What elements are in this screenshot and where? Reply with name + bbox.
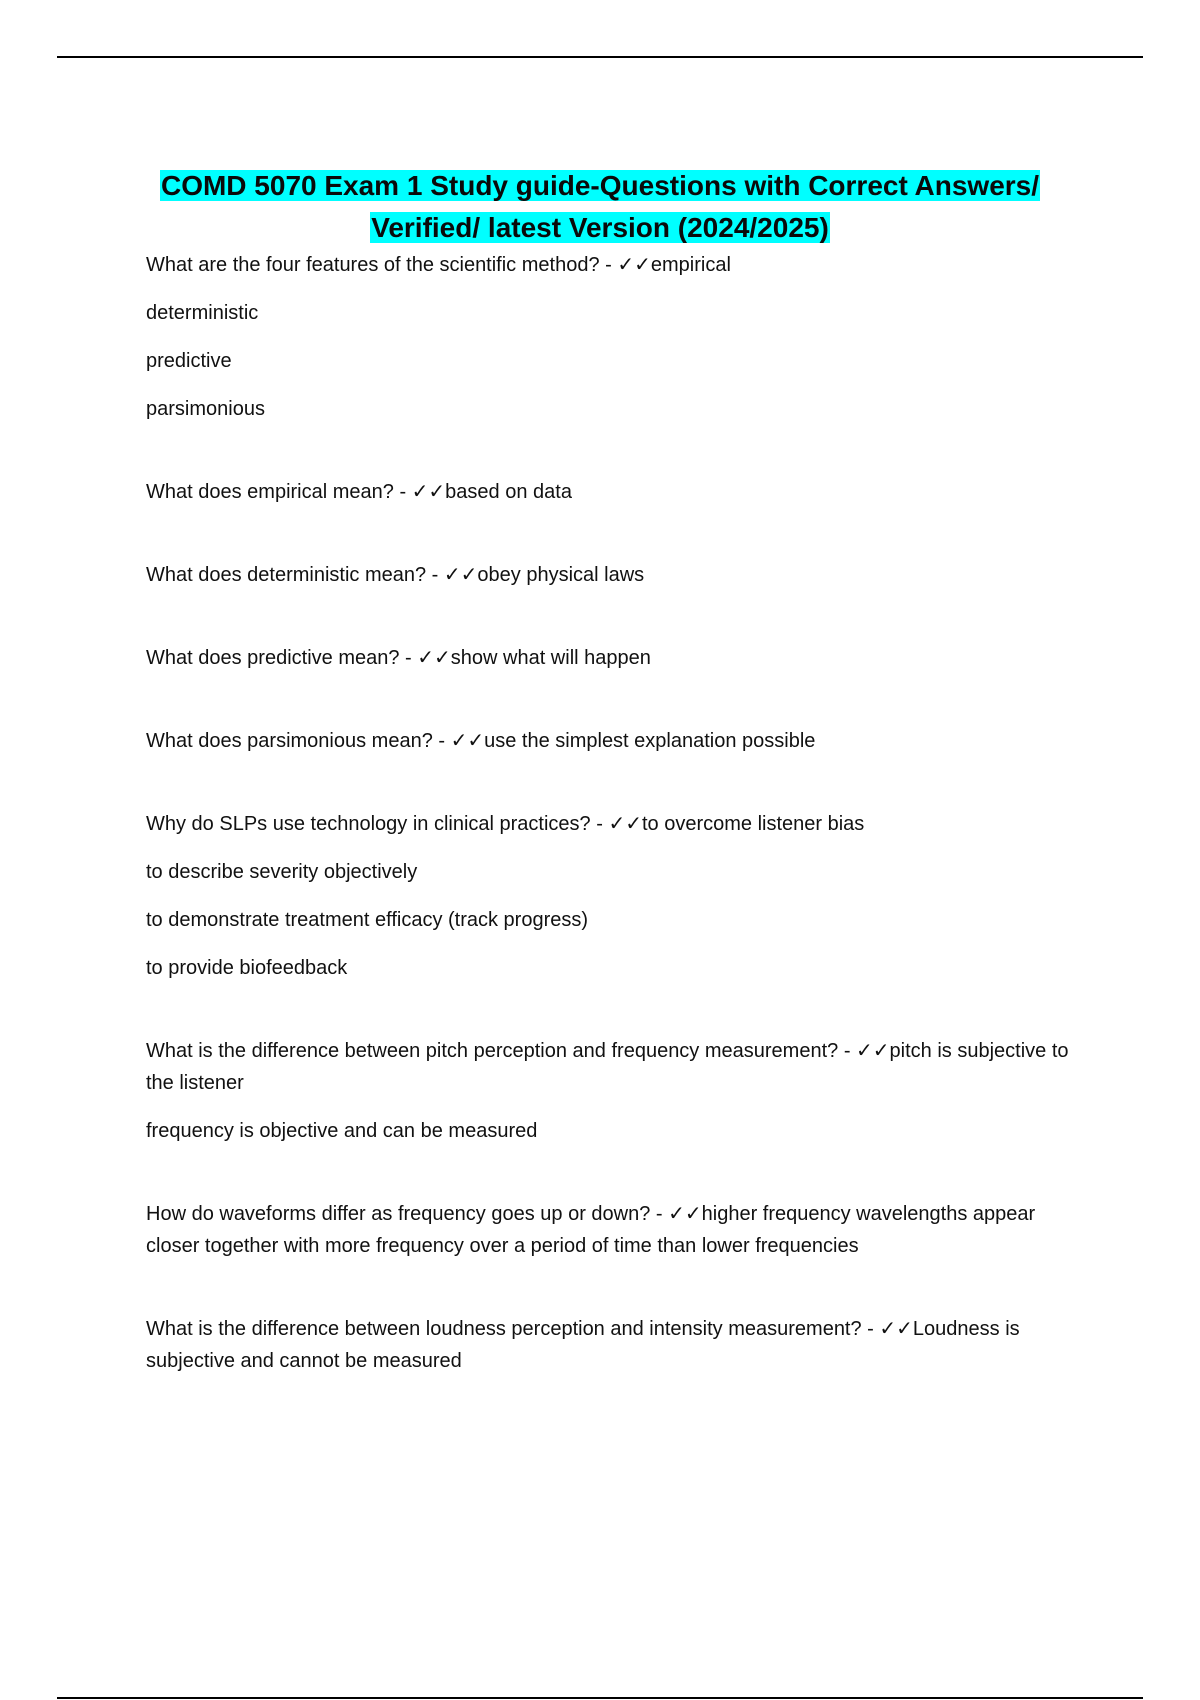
qa-answer-line: deterministic	[146, 302, 259, 324]
top-rule	[57, 56, 1143, 58]
title-line-2: Verified/ latest Version (2024/2025)	[371, 211, 829, 243]
qa-question: What does predictive mean? - ✓✓show what will happen	[146, 647, 651, 669]
bottom-rule	[57, 1697, 1143, 1699]
qa-question: What does parsimonious mean? - ✓✓use the simplest explanation possible	[146, 730, 816, 752]
qa-question: How do waveforms differ as frequency goes up or down? - ✓✓higher frequency wavelengths appear closer together with more frequency over a period of time than lower frequencies	[146, 1203, 1036, 1257]
qa-answer-line: to describe severity objectively	[146, 861, 418, 883]
qa-question: Why do SLPs use technology in clinical practices? - ✓✓to overcome listener bias	[146, 813, 865, 835]
document-title	[140, 165, 1060, 249]
qa-entry	[146, 1313, 1076, 1377]
qa-entry	[146, 1198, 1076, 1262]
qa-question: What are the four features of the scientific method? - ✓✓empirical	[146, 254, 731, 276]
qa-question: What is the difference between pitch perception and frequency measurement? - ✓✓pitch is subjective to the listener	[146, 1040, 1069, 1094]
qa-question: What does deterministic mean? - ✓✓obey physical laws	[146, 564, 645, 586]
qa-entry	[146, 725, 1076, 757]
qa-answer-line: frequency is objective and can be measured	[146, 1120, 538, 1142]
qa-answer-line: to demonstrate treatment efficacy (track progress)	[146, 909, 589, 931]
qa-entry	[146, 249, 1076, 425]
qa-entry	[146, 808, 1076, 984]
qa-answer-line: predictive	[146, 350, 232, 372]
qa-answer-line: parsimonious	[146, 398, 265, 420]
qa-entry	[146, 476, 1076, 508]
qa-entry	[146, 1035, 1076, 1147]
title-line-1: COMD 5070 Exam 1 Study guide-Questions with Correct Answers/	[160, 169, 1040, 201]
qa-question: What does empirical mean? - ✓✓based on data	[146, 481, 572, 503]
qa-entry	[146, 642, 1076, 674]
qa-entry	[146, 559, 1076, 591]
qa-question: What is the difference between loudness perception and intensity measurement? - ✓✓Loudness is subjective and cannot be measured	[146, 1318, 1020, 1372]
qa-answer-line: to provide biofeedback	[146, 957, 348, 979]
qa-list	[146, 249, 1076, 1377]
